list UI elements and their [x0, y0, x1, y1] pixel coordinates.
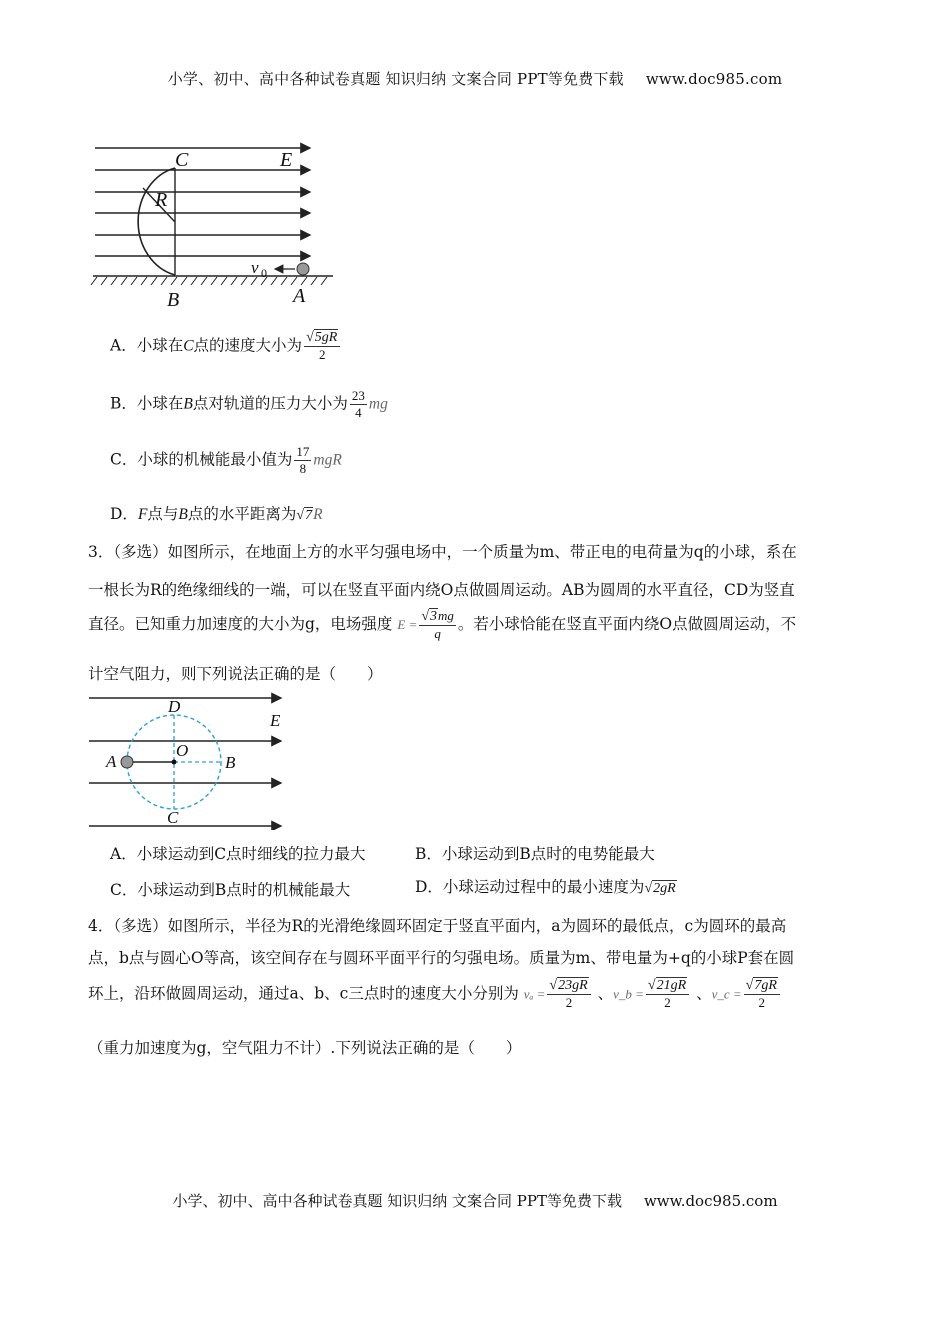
- q4-line-2: 点，b点与圆心O等高，该空间存在与圆环平面平行的匀强电场。质量为m、带电量为+q的小球P套在圆: [88, 949, 795, 967]
- q4-line-3: 环上，沿环做圆周运动，通过a、b、c三点时的速度大小分别为 vₐ = $\frac{√23gR}{2}$ 、v_b = $\frac{√21gR}{2}$ 、v_c = $\frac{√7gR}{2}$: [88, 978, 782, 1011]
- label-a: A: [293, 285, 306, 307]
- label-v0: v: [251, 258, 259, 277]
- q3-option-a: A．小球运动到C点时细线的拉力最大: [110, 845, 366, 863]
- header-text: 小学、初中、高中各种试卷真题 知识归纳 文案合同 PPT等免费下载: [167, 70, 624, 88]
- page-footer: [0, 1190, 950, 1211]
- header-url: www.doc985.com: [645, 70, 783, 88]
- q3-option-d: D．小球运动过程中的最小速度为√2gR: [415, 878, 676, 896]
- figure-circle-field: [85, 690, 300, 830]
- label-b: B: [167, 289, 180, 310]
- footer-url: www.doc985.com: [643, 1192, 778, 1210]
- label-c: C: [175, 149, 189, 171]
- q2-option-d: D．F点与B点的水平距离为√7R: [110, 505, 323, 523]
- label-e: E: [280, 149, 293, 171]
- q4-line-1: 4．（多选）如图所示，半径为R的光滑绝缘圆环固定于竖直平面内，a为圆环的最低点，c为圆环的最高: [88, 917, 787, 935]
- page-header: [0, 68, 950, 89]
- fig2-label-b: B: [225, 753, 236, 772]
- q3-line-1: 3．（多选）如图所示，在地面上方的水平匀强电场中，一个质量为m、带正电的电荷量为q的小球，系在: [88, 543, 797, 561]
- fig2-label-d: D: [168, 697, 181, 716]
- q2-option-a: A．小球在C点的速度大小为 $\frac{√5gR}{2}$: [110, 330, 342, 363]
- figure-track-field: [85, 140, 345, 310]
- q2-option-b: B．小球在B点对轨道的压力大小为 $\frac{23}{4}$ mg: [110, 388, 388, 420]
- fig2-label-a: A: [106, 752, 117, 771]
- fig2-label-o: O: [176, 741, 189, 760]
- q3-option-c: C．小球运动到B点时的机械能最大: [110, 881, 351, 899]
- footer-text: 小学、初中、高中各种试卷真题 知识归纳 文案合同 PPT等免费下载: [172, 1192, 622, 1210]
- label-r: R: [155, 189, 168, 211]
- q3-line-2: 一根长为R的绝缘细线的一端，可以在竖直平面内绕O点做圆周运动。AB为圆周的水平直径，CD为竖直: [88, 581, 795, 599]
- label-v0-sub: 0: [261, 266, 267, 280]
- q3-line-4: 计空气阻力，则下列说法正确的是（ ）: [88, 665, 383, 683]
- q4-line-4: （重力加速度为g，空气阻力不计）.下列说法正确的是（ ）: [88, 1039, 522, 1057]
- q3-option-b: B．小球运动到B点时的电势能最大: [415, 845, 655, 863]
- q2-option-c: C．小球的机械能最小值为 $\frac{17}{8}$ mgR: [110, 444, 342, 476]
- fig2-label-c: C: [167, 808, 179, 827]
- fig2-label-e: E: [270, 711, 281, 730]
- q3-line-3: 直径。已知重力加速度的大小为g，电场强度 E = $\frac{√3mg}{q}$ 。若小球恰能在竖直平面内绕O点做圆周运动，不: [88, 608, 797, 641]
